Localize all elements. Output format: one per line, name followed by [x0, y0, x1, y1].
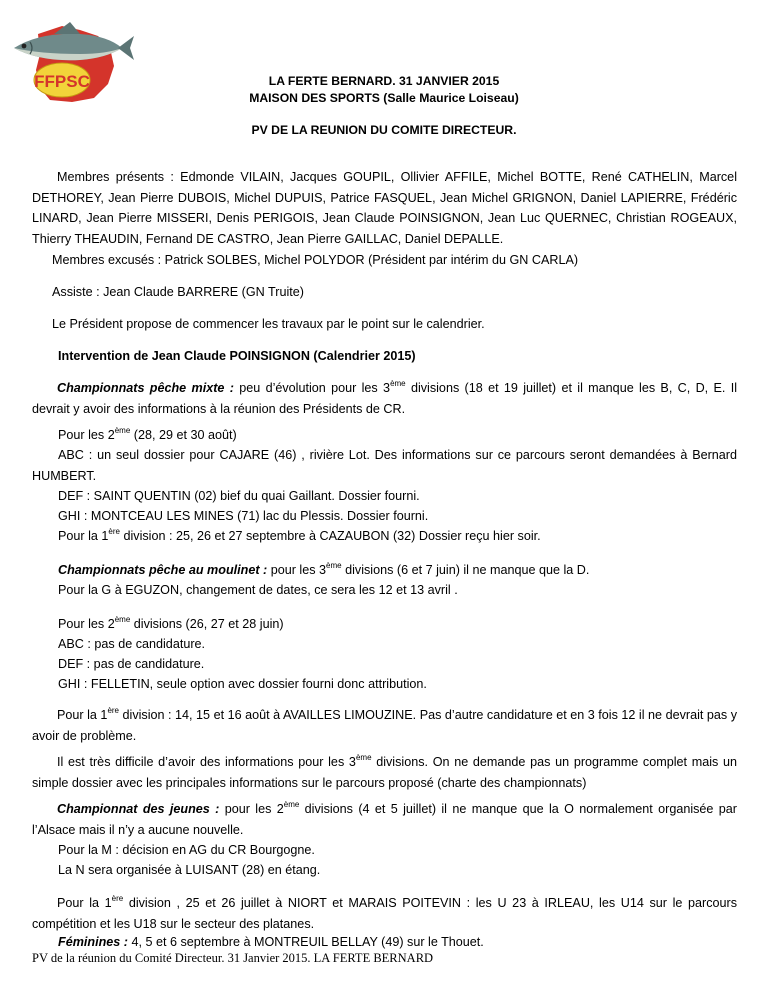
svg-text:FFPSC: FFPSC [34, 72, 90, 91]
jeunes-m: Pour la M : décision en AG du CR Bourgogne. [58, 843, 315, 857]
moulinet-difficulty: Il est très difficile d’avoir des informations pour les 3ème divisions. On ne demande pas un programme complet mais un simple dossier avec les principales informations sur le parcours proposé (charte des championnats) [32, 753, 738, 790]
mixte-def: DEF : SAINT QUENTIN (02) bief du quai Gaillant. Dossier fourni. [58, 489, 420, 503]
feminines-paragraph: Féminines : 4, 5 et 6 septembre à MONTREUIL BELLAY (49) sur le Thouet. [58, 935, 484, 949]
page-title: PV DE LA REUNION DU COMITE DIRECTEUR. [251, 123, 517, 137]
mixte-ghi: GHI : MONTCEAU LES MINES (71) lac du Plessis. Dossier fourni. [58, 509, 429, 523]
intervention-heading: Intervention de Jean Claude POINSIGNON (Calendrier 2015) [58, 349, 416, 363]
moulinet-paragraph: Championnats pêche au moulinet : pour les 3ème divisions (6 et 7 juin) il ne manque que la D. [58, 561, 590, 577]
mixte-paragraph: Championnats pêche mixte : peu d’évolution pour les 3ème divisions (18 et 19 juillet) et il manque les B, C, D, E. Il devrait y avoir des informations à la réunion des Présidents de CR. [32, 379, 737, 416]
moulinet-first-division: Pour la 1ère division : 14, 15 et 16 août à AVAILLES LIMOUZINE. Pas d’autre candidature et en 3 fois 12 il ne devrait pas y avoir de problème. [32, 706, 737, 743]
members-attending: Assiste : Jean Claude BARRERE (GN Truite) [52, 285, 304, 299]
header-line-2: MAISON DES SPORTS (Salle Maurice Loiseau) [249, 91, 519, 105]
moulinet-def: DEF : pas de candidature. [58, 657, 205, 671]
mixte-first-division: Pour la 1ère division : 25, 26 et 27 septembre à CAZAUBON (32) Dossier reçu hier soir. [58, 527, 541, 543]
moulinet-ghi: GHI : FELLETIN, seule option avec dossier fourni donc attribution. [58, 677, 427, 691]
members-excused: Membres excusés : Patrick SOLBES, Michel POLYDOR (Président par intérim du GN CARLA) [52, 253, 579, 267]
jeunes-paragraph: Championnat des jeunes : pour les 2ème divisions (4 et 5 juillet) il ne manque que la O normalement organisée par l’Alsace mais il n’y a aucune nouvelle. [32, 800, 738, 837]
moulinet-second-division: Pour les 2ème divisions (26, 27 et 28 juin) [58, 615, 284, 631]
jeunes-first-division: Pour la 1ère division , 25 et 26 juillet à NIORT et MARAIS POITEVIN : les U 23 à IRLEAU, les U14 sur le parcours compétition et les U18 sur le secteur des platanes. [32, 894, 738, 931]
moulinet-g: Pour la G à EGUZON, changement de dates, ce sera les 12 et 13 avril . [58, 583, 458, 597]
page-footer: PV de la réunion du Comité Directeur. 31 Janvier 2015. LA FERTE BERNARD [32, 951, 434, 965]
mixte-abc: ABC : un seul dossier pour CAJARE (46) , rivière Lot. Des informations sur ce parcours seront demandées à Bernard HUMBERT. [32, 448, 737, 483]
jeunes-n: La N sera organisée à LUISANT (28) en étang. [58, 863, 321, 877]
members-present: Membres présents : Edmonde VILAIN, Jacques GOUPIL, Ollivier AFFILE, Michel BOTTE, René CATHELIN, Marcel DETHOREY, Jean Pierre DUBOIS, Michel DUPUIS, Patrice FASQUEL, Jean Michel GRIGNON, Daniel LAPIERRE, Frédéric LINARD, Jean Pierre MISSERI, Denis PERIGOIS, Jean Claude POINSIGNON, Jean Luc QUERNEC, Christian ROGEAUX, Thierry THEAUDIN, Fernand DE CASTRO, Jean Pierre GAILLAC, Daniel DEPALLE. [32, 170, 737, 246]
president-text: Le Président propose de commencer les travaux par le point sur le calendrier. [52, 317, 485, 331]
moulinet-abc: ABC : pas de candidature. [58, 637, 206, 651]
header-line-1: LA FERTE BERNARD. 31 JANVIER 2015 [268, 74, 500, 88]
mixte-second-division: Pour les 2ème (28, 29 et 30 août) [58, 426, 237, 442]
